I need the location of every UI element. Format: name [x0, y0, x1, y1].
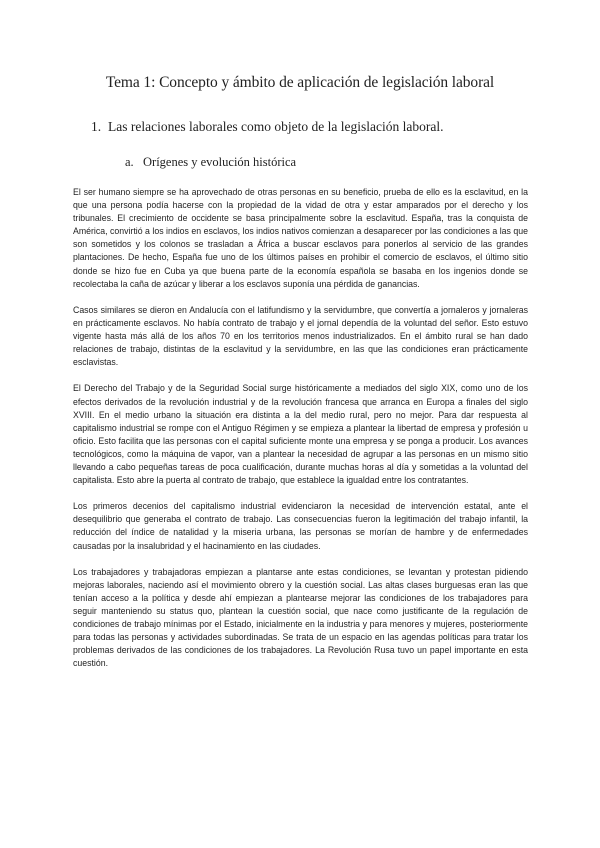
- document-body: [73, 186, 528, 684]
- paragraph: El Derecho del Trabajo y de la Seguridad Social surge históricamente a mediados del siglo XIX, como uno de los efectos derivados de la revolución industrial y de la revolución francesa que arranca en Europa a finales del siglo XVIII. En el medio urbano la situación era distinta a la del medio rural, pero no mejor. Para dar respuesta al capitalismo industrial se rompe con el Antiguo Régimen y se empieza a plantear la libertad de empresa y profesión u oficio. Esto facilita que las personas con el capital suficiente monte una empresa y se ponga a producir. Los avances tecnológicos, como la máquina de vapor, van a plantear la necesidad de agrupar a las personas en un mismo sitio llevando a cabo pequeñas tareas de poca cualificación, durante muchas horas al día y sometidas a la voluntad del capitalista. Esto abre la puerta al contrato de trabajo, que establece la igualdad entre los contratantes.: [73, 383, 528, 486]
- document-title: Tema 1: Concepto y ámbito de aplicación de legislación laboral: [105, 74, 495, 91]
- paragraph: Los trabajadores y trabajadoras empiezan a plantarse ante estas condiciones, se levantan y protestan pidiendo mejoras laborales, naciendo así el movimiento obrero y la cuestión social. Las altas clases burguesas eran las que tenían acceso a la política y desde ahí empiezan a plantearse mejorar las condiciones de los trabajadores para seguir manteniendo su status quo, plantean la cuestión social, que nace como justificante de la regulación de condiciones de trabajo mínimas por el Estado, inicialmente en la industria y para menores y mujeres, posteriormente para todas las personas y actividades subordinadas. Se trata de un espacio en las agendas políticas para tratar los problemas derivados de las condiciones de los trabajadores. La Revolución Rusa tuvo un papel importante en esta cuestión.: [73, 566, 528, 669]
- paragraph: Casos similares se dieron en Andalucía con el latifundismo y la servidumbre, que convertía a jornaleros y jornaleras en prácticamente esclavos. No había contrato de trabajo y el jornal dependía de la voluntad del señor. Esto estuvo vigente hasta más allá de los años 70 en los territorios menos industrializados. En el ámbito rural se han dado relaciones de trabajo, distintas de la esclavitud y la servidumbre, en las que las condiciones eran prácticamente esclavistas.: [73, 304, 528, 368]
- section-heading-text: Las relaciones laborales como objeto de la legislación laboral.: [108, 119, 444, 134]
- section-heading: [91, 119, 444, 135]
- section-number: 1.: [91, 119, 102, 134]
- paragraph: Los primeros decenios del capitalismo industrial evidenciaron la necesidad de intervención estatal, ante el desequilibrio que generaba el contrato de trabajo. Las consecuencias fueron la legitimación del trabajo infantil, la reducción del índice de natalidad y la miseria urbana, las personas se morían de hambre y de enfermedades causadas por la insalubridad y el hacinamiento en las ciudades.: [73, 501, 528, 551]
- paragraph: El ser humano siempre se ha aprovechado de otras personas en su beneficio, prueba de ello es la esclavitud, en la que una persona podía hacerse con la propiedad de la vidad de otra y estar amparados por el derecho y los tribunales. El crecimiento de occidente se basa principalmente sobre la esclavitud. España, tras la conquista de América, convirtió a los indios en esclavos, los indios nativos comienzan a desaparecer por las condiciones a las que son sometidos y los colonos se trasladan a África a buscar esclavos para ponerlos al servicio de las grandes plantaciones. De hecho, España fue uno de los últimos países en prohibir el comercio de esclavos, el último sitio donde se hizo fue en Cuba ya que buena parte de la economía española se basaba en los ingenios donde se recolectaba la caña de azúcar y liberar a los esclavos suponía una pérdida de ganancias.: [73, 187, 528, 289]
- subsection-letter: a.: [125, 155, 134, 169]
- subsection-heading: [125, 155, 296, 170]
- subsection-heading-text: Orígenes y evolución histórica: [143, 155, 297, 169]
